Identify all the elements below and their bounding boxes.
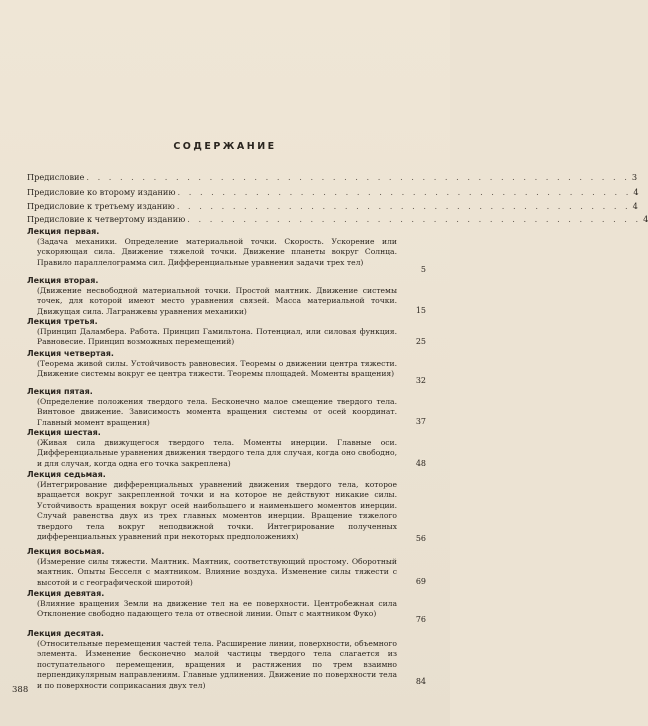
lecture-page: 69 xyxy=(415,577,426,586)
toc-entry-page: 3 xyxy=(631,172,638,182)
toc-entry xyxy=(27,172,638,182)
leader-dots: . . . . . . . . . . . . . . . . . . . . . . . . . . . . . . . . . . . . . . . . . xyxy=(176,201,631,211)
toc-entry-label: Предисловие ко второму изданию xyxy=(27,187,176,197)
lecture-page: 76 xyxy=(415,615,426,624)
leader-dots: . . . . . . . . . . . . . . . . . . . . . . . . . . . . . . . . . . . . . . . . . xyxy=(177,187,632,197)
page-title: СОДЕРЖАНИЕ xyxy=(173,141,277,152)
lecture-title: Лекция седьмая. xyxy=(27,470,106,479)
lecture-page: 32 xyxy=(415,376,426,385)
leader-dots: . . . . . . . . . . . . . . . . . . . . . . . . . . . . . . . . . . . . . . . . . xyxy=(187,214,642,224)
lecture-description: (Движение несвободной материальной точки. Простой маятник. Движение системы точек, для которой имеют место уравнения связей. Масса материальной точки. Движущая сила. Лагранжевы уравнения механики) xyxy=(37,286,397,316)
lecture-title: Лекция третья. xyxy=(27,317,98,326)
page-number: 388 xyxy=(12,685,29,695)
lecture-page: 56 xyxy=(415,534,426,543)
toc-entry-page: 4 xyxy=(643,214,648,224)
lecture-title: Лекция вторая. xyxy=(27,276,99,285)
lecture-description: (Определение положения твердого тела. Бесконечно малое смещение твердого тела. Винтовое движение. Зависимость момента вращения системы от осей координат. Главный момент вращения) xyxy=(37,397,397,427)
lecture-page: 25 xyxy=(415,337,426,346)
toc-entry xyxy=(27,201,638,211)
lecture-title: Лекция пятая. xyxy=(27,387,93,396)
lecture-page: 15 xyxy=(415,306,426,315)
lecture-title: Лекция восьмая. xyxy=(27,547,105,556)
lecture-title: Лекция первая. xyxy=(27,227,100,236)
lecture-description: (Теорема живой силы. Устойчивость равновесия. Теоремы о движении центра тяжести. Движение системы вокруг ее центра тяжести. Теоремы площадей. Моменты вращения) xyxy=(37,359,397,379)
lecture-description: (Принцип Даламбера. Работа. Принцип Гамильтона. Потенциал, или силовая функция. Равновесие. Принцип возможных перемещений) xyxy=(37,327,397,347)
lecture-title: Лекция четвертая. xyxy=(27,349,114,358)
lecture-description: (Влияние вращения Земли на движение тел на ее поверхности. Центробежная сила Отклонение свободно падающего тела от отвесной линии. Опыт с маятником Фуко) xyxy=(37,599,397,619)
lecture-title: Лекция девятая. xyxy=(27,589,105,598)
toc-entry xyxy=(27,187,639,197)
lecture-description: (Задача механики. Определение материальной точки. Скорость. Ускорение или ускоряющая сила. Движение тяжелой точки. Движение планеты вокруг Солнца. Правило параллелограмма сил. Дифференциальные уравнения задачи трех тел) xyxy=(37,237,397,267)
lecture-page: 84 xyxy=(415,677,426,686)
lecture-description: (Измерение силы тяжести. Маятник. Маятник, соответствующий простому. Оборотный маятник. Опыты Бесселя с маятником. Влияние воздуха. Изменение силы тяжести с высотой и с географической широтой) xyxy=(37,557,397,587)
lecture-page: 5 xyxy=(420,265,426,274)
lecture-page: 37 xyxy=(415,417,426,426)
leader-dots: . . . . . . . . . . . . . . . . . . . . . . . . . . . . . . . . . . . . . . . . . . . . . . . . . xyxy=(86,172,630,182)
lecture-description: (Относительные перемещения частей тела. Расширение линии, поверхности, объемного элемента. Изменение бесконечно малой частицы твердого тела слагается из поступательного перемещения, вращения и растяжения по трем взаимно перпендикулярным направлениям. Главные удлинения. Движение по поверхности тела и по поверхности соприкасания двух тел) xyxy=(37,639,397,690)
toc-entry-label: Предисловие к четвертому изданию xyxy=(27,214,186,224)
toc-entry xyxy=(27,214,648,224)
lecture-description: (Интегрирование дифференциальных уравнений движения твердого тела, которое вращается вокруг закрепленной точки и на которое не действуют никакие силы. Устойчивость вращения вокруг осей наибольшего и наименьшего моментов инерции. Случай равенства двух из трех главных моментов инерции. Вращение тяжелого твердого тела вокруг неподвижной точки. Интегрирование полученных дифференциальных уравнений при некоторых предположениях) xyxy=(37,480,397,542)
toc-entry-page: 4 xyxy=(632,201,638,211)
toc-entry-page: 4 xyxy=(633,187,639,197)
lecture-page: 48 xyxy=(415,459,426,468)
lecture-title: Лекция десятая. xyxy=(27,629,104,638)
lecture-description: (Живая сила движущегося твердого тела. Моменты инерции. Главные оси. Дифференциальные уравнения движения твердого тела для случая, когда оно свободно, и для случая, когда одна его точка закреплена) xyxy=(37,438,397,468)
toc-entry-label: Предисловие к третьему изданию xyxy=(27,201,175,211)
lecture-title: Лекция шестая. xyxy=(27,428,101,437)
toc-entry-label: Предисловие xyxy=(27,172,85,182)
